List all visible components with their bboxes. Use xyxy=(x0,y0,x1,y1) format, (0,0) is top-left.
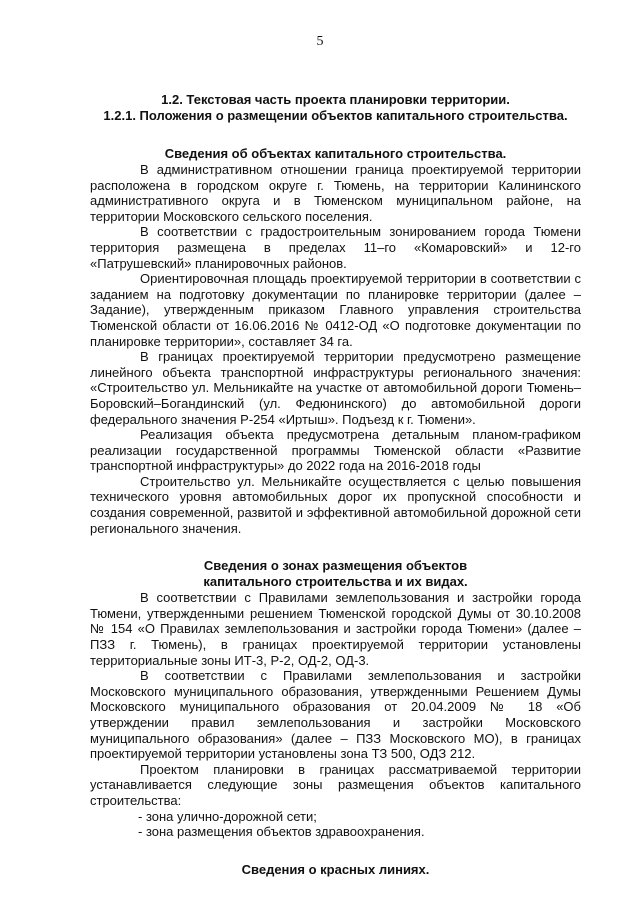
capital-objects-heading: Сведения об объектах капитального строительства. xyxy=(164,146,507,161)
paragraph: Реализация объекта предусмотрена детальным планом-графиком реализации государственной программы Тюменской области «Развитие транспортной инфраструктуры» до 2022 года на 2016-2018 годы xyxy=(90,427,581,474)
document-body xyxy=(90,92,581,878)
list-item: - зона улично-дорожной сети; xyxy=(138,808,317,824)
paragraph: В границах проектируемой территории предусмотрено размещение линейного объекта транспортной инфраструктуры регионального значения: «Строительство ул. Мельникайте на участке от автомобильной дороги Тюмень–Боровский–Богандинский (ул. Федюнинского) до автомобильной дороги федерального значения Р-254 «Иртыш». Подъезд к г. Тюмени». xyxy=(90,349,581,427)
paragraph: Строительство ул. Мельникайте осуществляется с целью повышения технического уровня автомобильных дорог их пропускной способности и создания современной, развитой и эффективной автомобильной дорожной сети регионального значения. xyxy=(90,473,581,536)
page-number: 5 xyxy=(316,34,324,49)
paragraph: Ориентировочная площадь проектируемой территории в соответствии с заданием на подготовку документации по планировке территории (далее – Задание), утвержденным приказом Главного управления строительства Тюменской области от 16.06.2016 № 0412-ОД «О подготовке документации по планировке территории», составляет 34 га. xyxy=(90,271,581,349)
paragraph: В соответствии с Правилами землепользования и застройки города Тюмени, утвержденными решением Тюменской городской Думы от 30.10.2008 № 154 «О Правилах землепользования и застройки города Тюмени» (далее – ПЗЗ г. Тюмень), в границах проектируемой территории установлены территориальные зоны ИТ-3, Р-2, ОД-2, ОД-3. xyxy=(90,590,581,668)
paragraph: В соответствии с Правилами землепользования и застройки Московского муниципального образования, утвержденными Решением Думы Московского муниципального образования от 20.04.2009 № 18 «Об утверждении правил землепользования и застройки Московского муниципального образования» (далее – ПЗЗ Московского МО), в границах проектируемой территории установлены зона ТЗ 500, ОДЗ 212. xyxy=(90,668,581,762)
section-heading: 1.2. Текстовая часть проекта планировки территории. xyxy=(161,92,510,107)
paragraph: В соответствии с градостроительным зонированием города Тюмени территория размещена в пределах 11–го «Комаровский» и 12-го «Патрушевский» планировочных районов. xyxy=(90,224,581,271)
paragraph: В административном отношении граница проектируемой территории расположена в городском округе г. Тюмень, на территории Калининского административного округа и в Тюменском муниципальном районе, на территории Московского сельского поселения. xyxy=(90,162,581,224)
zones-heading-line-1: Сведения о зонах размещения объектов xyxy=(203,558,468,574)
list-item: - зона размещения объектов здравоохранения. xyxy=(138,824,425,840)
paragraph: Проектом планировки в границах рассматриваемой территории устанавливается следующие зоны размещения объектов капитального строительства: xyxy=(90,761,581,808)
red-lines-heading: Сведения о красных линиях. xyxy=(241,861,430,877)
subsection-heading: 1.2.1. Положения о размещении объектов капитального строительства. xyxy=(103,108,568,123)
zones-heading-line-2: капитального строительства и их видах. xyxy=(203,574,468,590)
